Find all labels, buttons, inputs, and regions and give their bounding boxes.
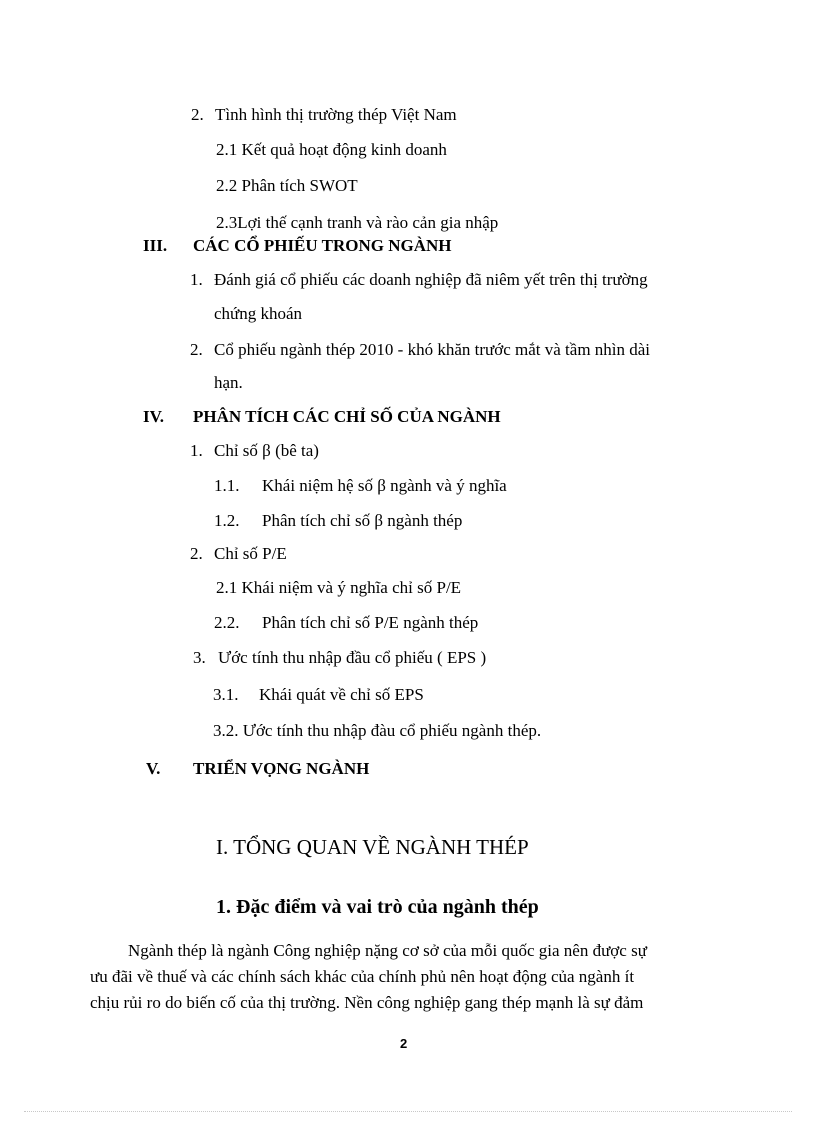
toc-item-text: 2.3Lợi thế cạnh tranh và rào cản gia nhập <box>216 213 499 232</box>
toc-item-text-continued: hạn. <box>214 373 243 392</box>
toc-item-number: 3.1. <box>213 685 239 704</box>
chapter-heading: I. TỔNG QUAN VỀ NGÀNH THÉP <box>216 835 529 859</box>
toc-item-text: Tình hình thị trường thép Việt Nam <box>215 105 457 124</box>
toc-section-title: TRIỂN VỌNG NGÀNH <box>193 759 370 778</box>
paragraph-line-1: Ngành thép là ngành Công nghiệp nặng cơ sở của mỗi quốc gia nên được sự <box>128 941 647 960</box>
toc-section-title: CÁC CỔ PHIẾU TRONG NGÀNH <box>193 236 452 255</box>
paragraph-line-3: chịu rủi ro do biến cố của thị trường. Nền công nghiệp gang thép mạnh là sự đảm <box>90 993 644 1012</box>
toc-item-text: 2.1 Kết quả hoạt động kinh doanh <box>216 140 447 159</box>
toc-item-number: 1.2. <box>214 511 240 530</box>
toc-section-title: PHÂN TÍCH CÁC CHỈ SỐ CỦA NGÀNH <box>193 407 501 426</box>
toc-section-number: III. <box>143 236 168 255</box>
toc-item-text: Đánh giá cổ phiếu các doanh nghiệp đã niêm yết trên thị trường <box>214 270 648 289</box>
toc-item-text: Chỉ số β (bê ta) <box>214 441 319 460</box>
toc-item-text: Khái quát về chỉ số EPS <box>259 685 424 704</box>
toc-item-number: 3. <box>193 648 206 667</box>
toc-item-text: Cổ phiếu ngành thép 2010 - khó khăn trước mắt và tầm nhìn dài <box>214 340 651 359</box>
toc-item-text: 2.2 Phân tích SWOT <box>216 176 358 195</box>
toc-item-text: 3.2. Ước tính thu nhập đàu cổ phiếu ngành thép. <box>213 721 542 740</box>
page-number: 2 <box>400 1036 408 1051</box>
toc-item-text: Chỉ số P/E <box>214 544 287 563</box>
toc-item-text: Phân tích chỉ số β ngành thép <box>262 511 463 530</box>
toc-item-number: 2.2. <box>214 613 240 632</box>
paragraph-line-2: ưu đãi về thuế và các chính sách khác của chính phủ nên hoạt động của ngành ít <box>90 967 635 986</box>
toc-item-number: 1.1. <box>214 476 240 495</box>
section-heading: 1. Đặc điểm và vai trò của ngành thép <box>216 896 539 918</box>
page-bottom-divider <box>24 1111 792 1112</box>
toc-item-text: Phân tích chỉ số P/E ngành thép <box>262 613 479 632</box>
toc-item-number: 1. <box>190 441 203 460</box>
toc-item-number: 2. <box>191 105 204 124</box>
toc-section-number: IV. <box>143 407 164 426</box>
toc-item-text: Ước tính thu nhập đầu cổ phiếu ( EPS ) <box>218 648 487 667</box>
toc-item-number: 1. <box>190 270 203 289</box>
toc-item-text: 2.1 Khái niệm và ý nghĩa chỉ số P/E <box>216 578 462 597</box>
toc-item-number: 2. <box>190 544 203 563</box>
toc-item-number: 2. <box>190 340 203 359</box>
toc-item-text-continued: chứng khoán <box>214 304 303 323</box>
toc-section-number: V. <box>146 759 161 778</box>
toc-item-text: Khái niệm hệ số β ngành và ý nghĩa <box>262 476 507 495</box>
